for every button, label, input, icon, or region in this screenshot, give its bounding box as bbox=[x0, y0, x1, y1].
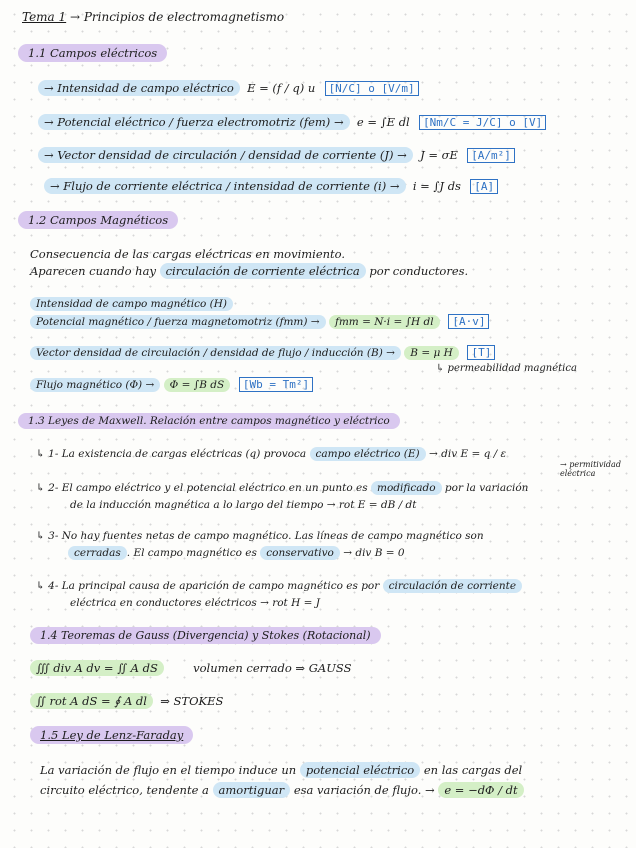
s11-l2-units: [Nm/C = J/C] o [V] bbox=[419, 115, 546, 130]
s12-l3-formula: B = μ H bbox=[404, 346, 459, 360]
s11-l4-formula: i = ∫J ds bbox=[412, 179, 461, 193]
s12-line-2: Potencial magnético / fuerza magnetomotriz (fmm) → fmm = N·i = ∫H dl [A·v] bbox=[30, 314, 489, 330]
s12-paragraph-1: Consecuencia de las cargas eléctricas en movimiento. bbox=[30, 247, 346, 261]
s11-l2-formula: e = ∫E dl bbox=[356, 115, 410, 129]
section-1-5-heading: 1.5 Ley de Lenz-Faraday bbox=[30, 726, 193, 744]
s12-l3-units: [T] bbox=[467, 345, 495, 360]
gauss-formula: ∭ div A dv = ∬ A dS bbox=[30, 660, 164, 676]
lenz-formula: e = −dΦ / dt bbox=[438, 782, 523, 798]
s12-l4-formula: Φ = ∫B dS bbox=[164, 378, 231, 392]
section-1-2-heading: 1.2 Campos Magnéticos bbox=[18, 211, 178, 229]
s14-gauss bbox=[30, 660, 351, 676]
s11-l4-units: [A] bbox=[470, 179, 498, 194]
section-1-1-heading: 1.1 Campos eléctricos bbox=[18, 44, 167, 62]
gauss-text: volumen cerrado ⇒ GAUSS bbox=[193, 661, 352, 675]
title-label: Tema 1 bbox=[22, 10, 67, 24]
s12-line-4: Flujo magnético (Φ) → Φ = ∫B dS [Wb = Tm²] bbox=[30, 377, 313, 393]
s12-l3-note: ↳ permeabilidad magnética bbox=[436, 363, 577, 374]
s12-line-1: Intensidad de campo magnético (H) bbox=[30, 296, 233, 312]
s12-line-3: Vector densidad de circulación / densidad de flujo / inducción (B) → B = μ H [T] bbox=[30, 345, 495, 361]
s12-l2-formula: fmm = N·i = ∫H dl bbox=[329, 315, 440, 329]
s11-l3-units: [A/m²] bbox=[467, 148, 515, 163]
s11-l3-formula: J = σE bbox=[420, 148, 458, 162]
s11-line-4: → Flujo de corriente eléctrica / intensidad de corriente (i) → i = ∫J ds [A] bbox=[44, 178, 498, 195]
s11-line-1: → Intensidad de campo eléctrico E = (f / q) u [N/C] o [V/m] bbox=[38, 80, 419, 97]
s11-l1-units: [N/C] o [V/m] bbox=[325, 81, 419, 96]
s12-l2-units: [A·v] bbox=[448, 314, 489, 329]
s13-item-1-note: → permitividad eléctrica bbox=[560, 460, 621, 478]
section-1-3-heading: 1.3 Leyes de Maxwell. Relación entre campos magnético y eléctrico bbox=[18, 411, 400, 430]
page-title bbox=[22, 10, 284, 24]
stokes-formula: ∬ rot A dS = ∮ A dl bbox=[30, 693, 153, 709]
s13-item-4-line-2: eléctrica en conductores eléctricos → rot H = J bbox=[70, 597, 320, 609]
s13-item-3-line-2: cerradas . El campo magnético es conservativo → div B = 0 bbox=[68, 545, 405, 561]
s13-item-2-line-2: de la inducción magnética a lo largo del tiempo → rot E = dB / dt bbox=[70, 499, 417, 511]
title-text: → Principios de electromagnetismo bbox=[69, 10, 285, 24]
stokes-text: ⇒ STOKES bbox=[160, 694, 224, 708]
s13-item-2-line-1: ↳ 2- El campo eléctrico y el potencial eléctrico en un punto es modificado por la variación bbox=[36, 482, 529, 494]
s13-item-4-line-1: ↳ 4- La principal causa de aparición de campo magnético es por circulación de corriente bbox=[36, 578, 522, 594]
s13-item-1: ↳ 1- La existencia de cargas eléctricas (q) provoca campo eléctrico (E) → div E = q / ε bbox=[36, 448, 507, 460]
s12-paragraph-2: Aparecen cuando hay circulación de corriente eléctrica por conductores. bbox=[30, 264, 469, 278]
s14-stokes bbox=[30, 693, 223, 709]
s15-line-2: circuito eléctrico, tendente a amortiguar esa variación de flujo. → e = −dΦ / dt bbox=[40, 782, 524, 798]
s15-line-1: La variación de flujo en el tiempo induce un potencial eléctrico en las cargas del bbox=[40, 763, 523, 777]
s11-line-2: → Potencial eléctrico / fuerza electromotriz (fem) → e = ∫E dl [Nm/C = J/C] o [V] bbox=[38, 114, 546, 131]
s11-l1-formula: E = (f / q) u bbox=[247, 81, 316, 95]
section-1-4-heading: 1.4 Teoremas de Gauss (Divergencia) y Stokes (Rotacional) bbox=[30, 626, 381, 645]
s12-l4-units: [Wb = Tm²] bbox=[239, 377, 313, 392]
s11-line-3: → Vector densidad de circulación / densidad de corriente (J) → J = σE [A/m²] bbox=[38, 147, 515, 164]
s13-item-3-line-1: ↳ 3- No hay fuentes netas de campo magnético. Las líneas de campo magnético son bbox=[36, 530, 484, 542]
